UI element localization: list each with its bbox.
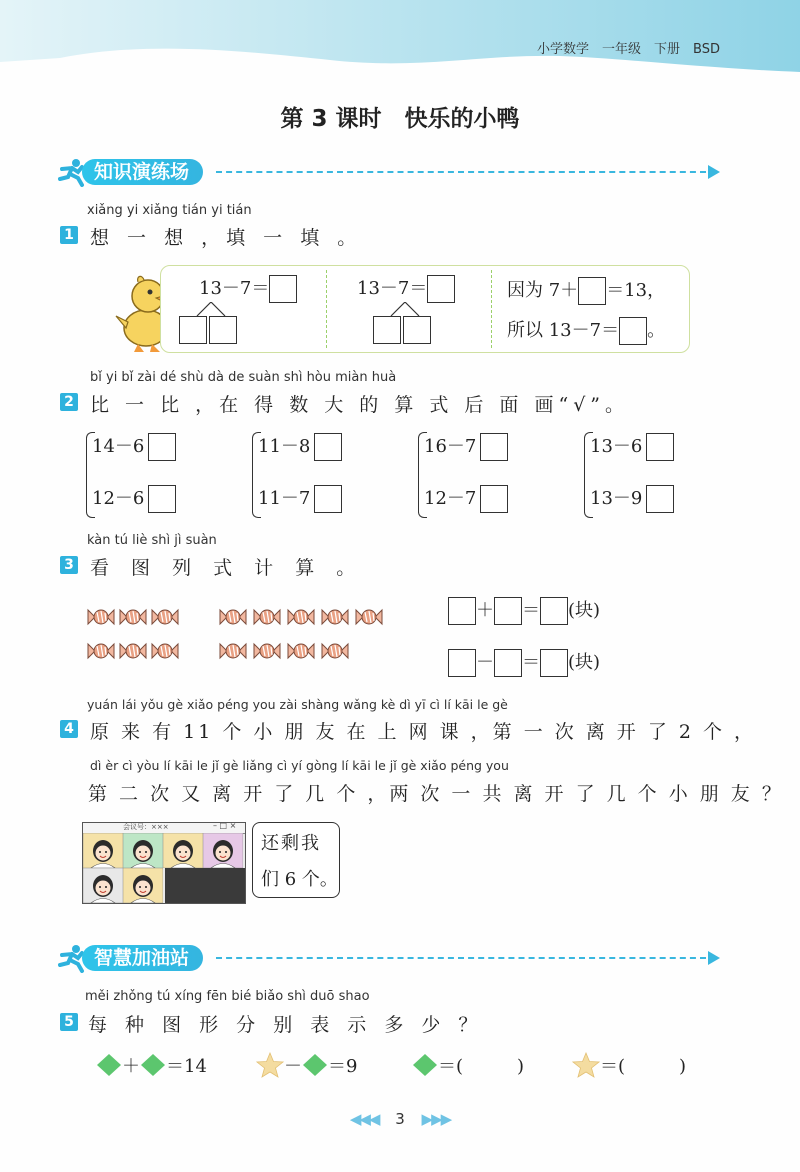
- split-boxes: [179, 316, 237, 344]
- q1-because-line: [507, 276, 665, 305]
- plus-sign: ＋: [122, 1056, 140, 1077]
- divider: [326, 270, 327, 348]
- child-avatar: [83, 833, 123, 868]
- diamond-icon: [96, 1053, 122, 1077]
- section-title: 智慧加油站: [82, 945, 203, 971]
- check-box[interactable]: [314, 485, 342, 513]
- q4-pinyin-line2: dì èr cì yòu lí kāi le jǐ gè liǎng cì yí gòng lí kāi le jǐ gè xiǎo péng you: [90, 758, 509, 773]
- answer-box[interactable]: [448, 597, 476, 625]
- result-text: ＝9: [328, 1056, 358, 1077]
- q2-pinyin: bǐ yi bǐ zài dé shù dà de suàn shì hòu miàn huà: [90, 370, 397, 385]
- divider: [216, 171, 706, 173]
- q3-number: 3: [60, 556, 78, 574]
- comparison-item: [92, 432, 176, 461]
- answer-box[interactable]: [540, 649, 568, 677]
- equals-sign: ＝: [522, 652, 540, 673]
- answer-box[interactable]: [494, 649, 522, 677]
- prev-arrows-icon: ◀◀◀: [349, 1110, 379, 1128]
- answer-blank[interactable]: ＝( ): [600, 1056, 687, 1077]
- section-banner-practice: [56, 157, 726, 187]
- q5-instruction: 每 种 图 形 分 别 表 示 多 少 ？: [88, 1014, 484, 1036]
- q4-pinyin-line1: yuán lái yǒu gè xiǎo péng you zài shàng wǎng kè dì yī cì lí kāi le gè: [87, 697, 508, 712]
- answer-box[interactable]: [619, 317, 647, 345]
- answer-box[interactable]: [578, 277, 606, 305]
- q1-so-post: 。: [647, 320, 666, 341]
- check-box[interactable]: [148, 485, 176, 513]
- answer-blank[interactable]: ＝( ): [438, 1056, 525, 1077]
- expression-text: 16－7: [424, 436, 477, 457]
- q5-equation-1: [96, 1052, 207, 1078]
- candy-icon: [320, 640, 350, 662]
- bubble-text-1: 还剩我: [261, 833, 321, 854]
- next-arrows-icon: ▶▶▶: [421, 1110, 451, 1128]
- q4-number: 4: [60, 720, 78, 738]
- q3-instruction: 看 图 列 式 计 算 。: [90, 557, 364, 579]
- q1-because-pre: 因为 7＋: [507, 280, 579, 301]
- minus-sign: －: [284, 1056, 302, 1077]
- expression-text: 11－7: [258, 488, 311, 509]
- q1-because-post: ＝13，: [606, 280, 666, 301]
- minus-sign: －: [476, 652, 494, 673]
- q1-expr-text: 13－7＝: [199, 278, 270, 299]
- answer-box[interactable]: [179, 316, 207, 344]
- q5-pinyin: měi zhǒng tú xíng fēn bié biǎo shì duō shao: [85, 989, 370, 1004]
- child-avatar: [163, 833, 203, 868]
- candy-icon: [252, 640, 282, 662]
- answer-box[interactable]: [540, 597, 568, 625]
- q3-addition-line: [448, 596, 600, 625]
- child-avatar: [123, 868, 163, 903]
- footer: [0, 1110, 800, 1128]
- answer-box[interactable]: [494, 597, 522, 625]
- window-title: 会议号：×××: [123, 823, 169, 831]
- q5-number: 5: [60, 1013, 78, 1031]
- diamond-icon: [302, 1053, 328, 1077]
- bubble-text-2: 们 6 个。: [261, 869, 338, 890]
- child-avatar: [83, 868, 123, 903]
- comparison-item: [424, 432, 508, 461]
- comparison-item: [590, 484, 674, 513]
- diamond-icon: [412, 1053, 438, 1077]
- comparison-item: [590, 432, 674, 461]
- divider: [491, 270, 492, 348]
- candy-icon: [354, 606, 384, 628]
- check-box[interactable]: [646, 485, 674, 513]
- expression-text: 11－8: [258, 436, 311, 457]
- divider: [216, 957, 706, 959]
- q1-number: 1: [60, 226, 78, 244]
- candy-icon: [150, 640, 180, 662]
- result-text: ＝14: [166, 1056, 207, 1077]
- window-controls-icon: – □ ×: [213, 821, 237, 830]
- candy-icon: [320, 606, 350, 628]
- q1-expr-text: 13－7＝: [357, 278, 428, 299]
- expression-text: 13－9: [590, 488, 643, 509]
- candy-icon: [86, 640, 116, 662]
- candy-icon: [118, 640, 148, 662]
- comparison-item: [258, 484, 342, 513]
- video-call-window: [82, 822, 246, 904]
- q1-expression-2: [357, 274, 455, 303]
- plus-sign: ＋: [476, 600, 494, 621]
- page-number: 3: [395, 1110, 405, 1128]
- child-avatar: [123, 833, 163, 868]
- check-box[interactable]: [314, 433, 342, 461]
- q5-equation-2: [256, 1052, 357, 1078]
- q4-text-line1: 原 来 有 11 个 小 朋 友 在 上 网 课 ，第 一 次 离 开 了 2 个 ，: [90, 721, 757, 743]
- q2-number: 2: [60, 393, 78, 411]
- split-boxes: [373, 316, 431, 344]
- header-course-label: 小学数学 一年级 下册 BSD: [537, 42, 720, 57]
- q5-equation-4: [572, 1052, 686, 1078]
- q1-so-line: [507, 316, 665, 345]
- expression-text: 12－6: [92, 488, 145, 509]
- expression-text: 14－6: [92, 436, 145, 457]
- q1-pinyin: xiǎng yi xiǎng tián yi tián: [87, 203, 252, 218]
- comparison-item: [258, 432, 342, 461]
- speech-bubble: [252, 822, 340, 898]
- candy-icon: [218, 606, 248, 628]
- check-box[interactable]: [480, 485, 508, 513]
- q1-instruction: 想 一 想 ，填 一 填 。: [90, 227, 363, 249]
- empty-video-slot: [165, 868, 245, 903]
- unit-label: (块): [568, 652, 601, 673]
- candy-icon: [86, 606, 116, 628]
- check-box[interactable]: [480, 433, 508, 461]
- candy-icon: [286, 606, 316, 628]
- answer-box[interactable]: [373, 316, 401, 344]
- answer-box[interactable]: [209, 316, 237, 344]
- answer-box[interactable]: [269, 275, 297, 303]
- star-icon: [256, 1052, 284, 1078]
- answer-box[interactable]: [448, 649, 476, 677]
- candy-icon: [218, 640, 248, 662]
- q4-text-line2: 第 二 次 又 离 开 了 几 个 ，两 次 一 共 离 开 了 几 个 小 朋 友 ？: [88, 783, 784, 805]
- q3-subtraction-line: [448, 648, 600, 677]
- q5-equation-3: [412, 1052, 524, 1078]
- lesson-title: 第 3 课时 快乐的小鸭: [280, 106, 520, 132]
- arrow-right-icon: [708, 951, 720, 965]
- section-title: 知识演练场: [82, 159, 203, 185]
- q1-panel: [160, 265, 690, 353]
- expression-text: 12－7: [424, 488, 477, 509]
- arrow-right-icon: [708, 165, 720, 179]
- comparison-item: [92, 484, 176, 513]
- comparison-item: [424, 484, 508, 513]
- answer-box[interactable]: [403, 316, 431, 344]
- star-icon: [572, 1052, 600, 1078]
- equals-sign: ＝: [522, 600, 540, 621]
- candy-icon: [286, 640, 316, 662]
- q1-expression-1: [199, 274, 297, 303]
- unit-label: (块): [568, 600, 601, 621]
- expression-text: 13－6: [590, 436, 643, 457]
- child-avatar: [203, 833, 243, 868]
- candy-icon: [118, 606, 148, 628]
- candy-icon: [252, 606, 282, 628]
- answer-box[interactable]: [427, 275, 455, 303]
- q3-pinyin: kàn tú liè shì jì suàn: [87, 533, 217, 548]
- q2-instruction: 比 一 比 ，在 得 数 大 的 算 式 后 面 画“√”。: [90, 394, 630, 416]
- diamond-icon: [140, 1053, 166, 1077]
- q1-so-pre: 所以 13－7＝: [507, 320, 620, 341]
- section-banner-challenge: [56, 943, 726, 973]
- candy-icon: [150, 606, 180, 628]
- check-box[interactable]: [646, 433, 674, 461]
- check-box[interactable]: [148, 433, 176, 461]
